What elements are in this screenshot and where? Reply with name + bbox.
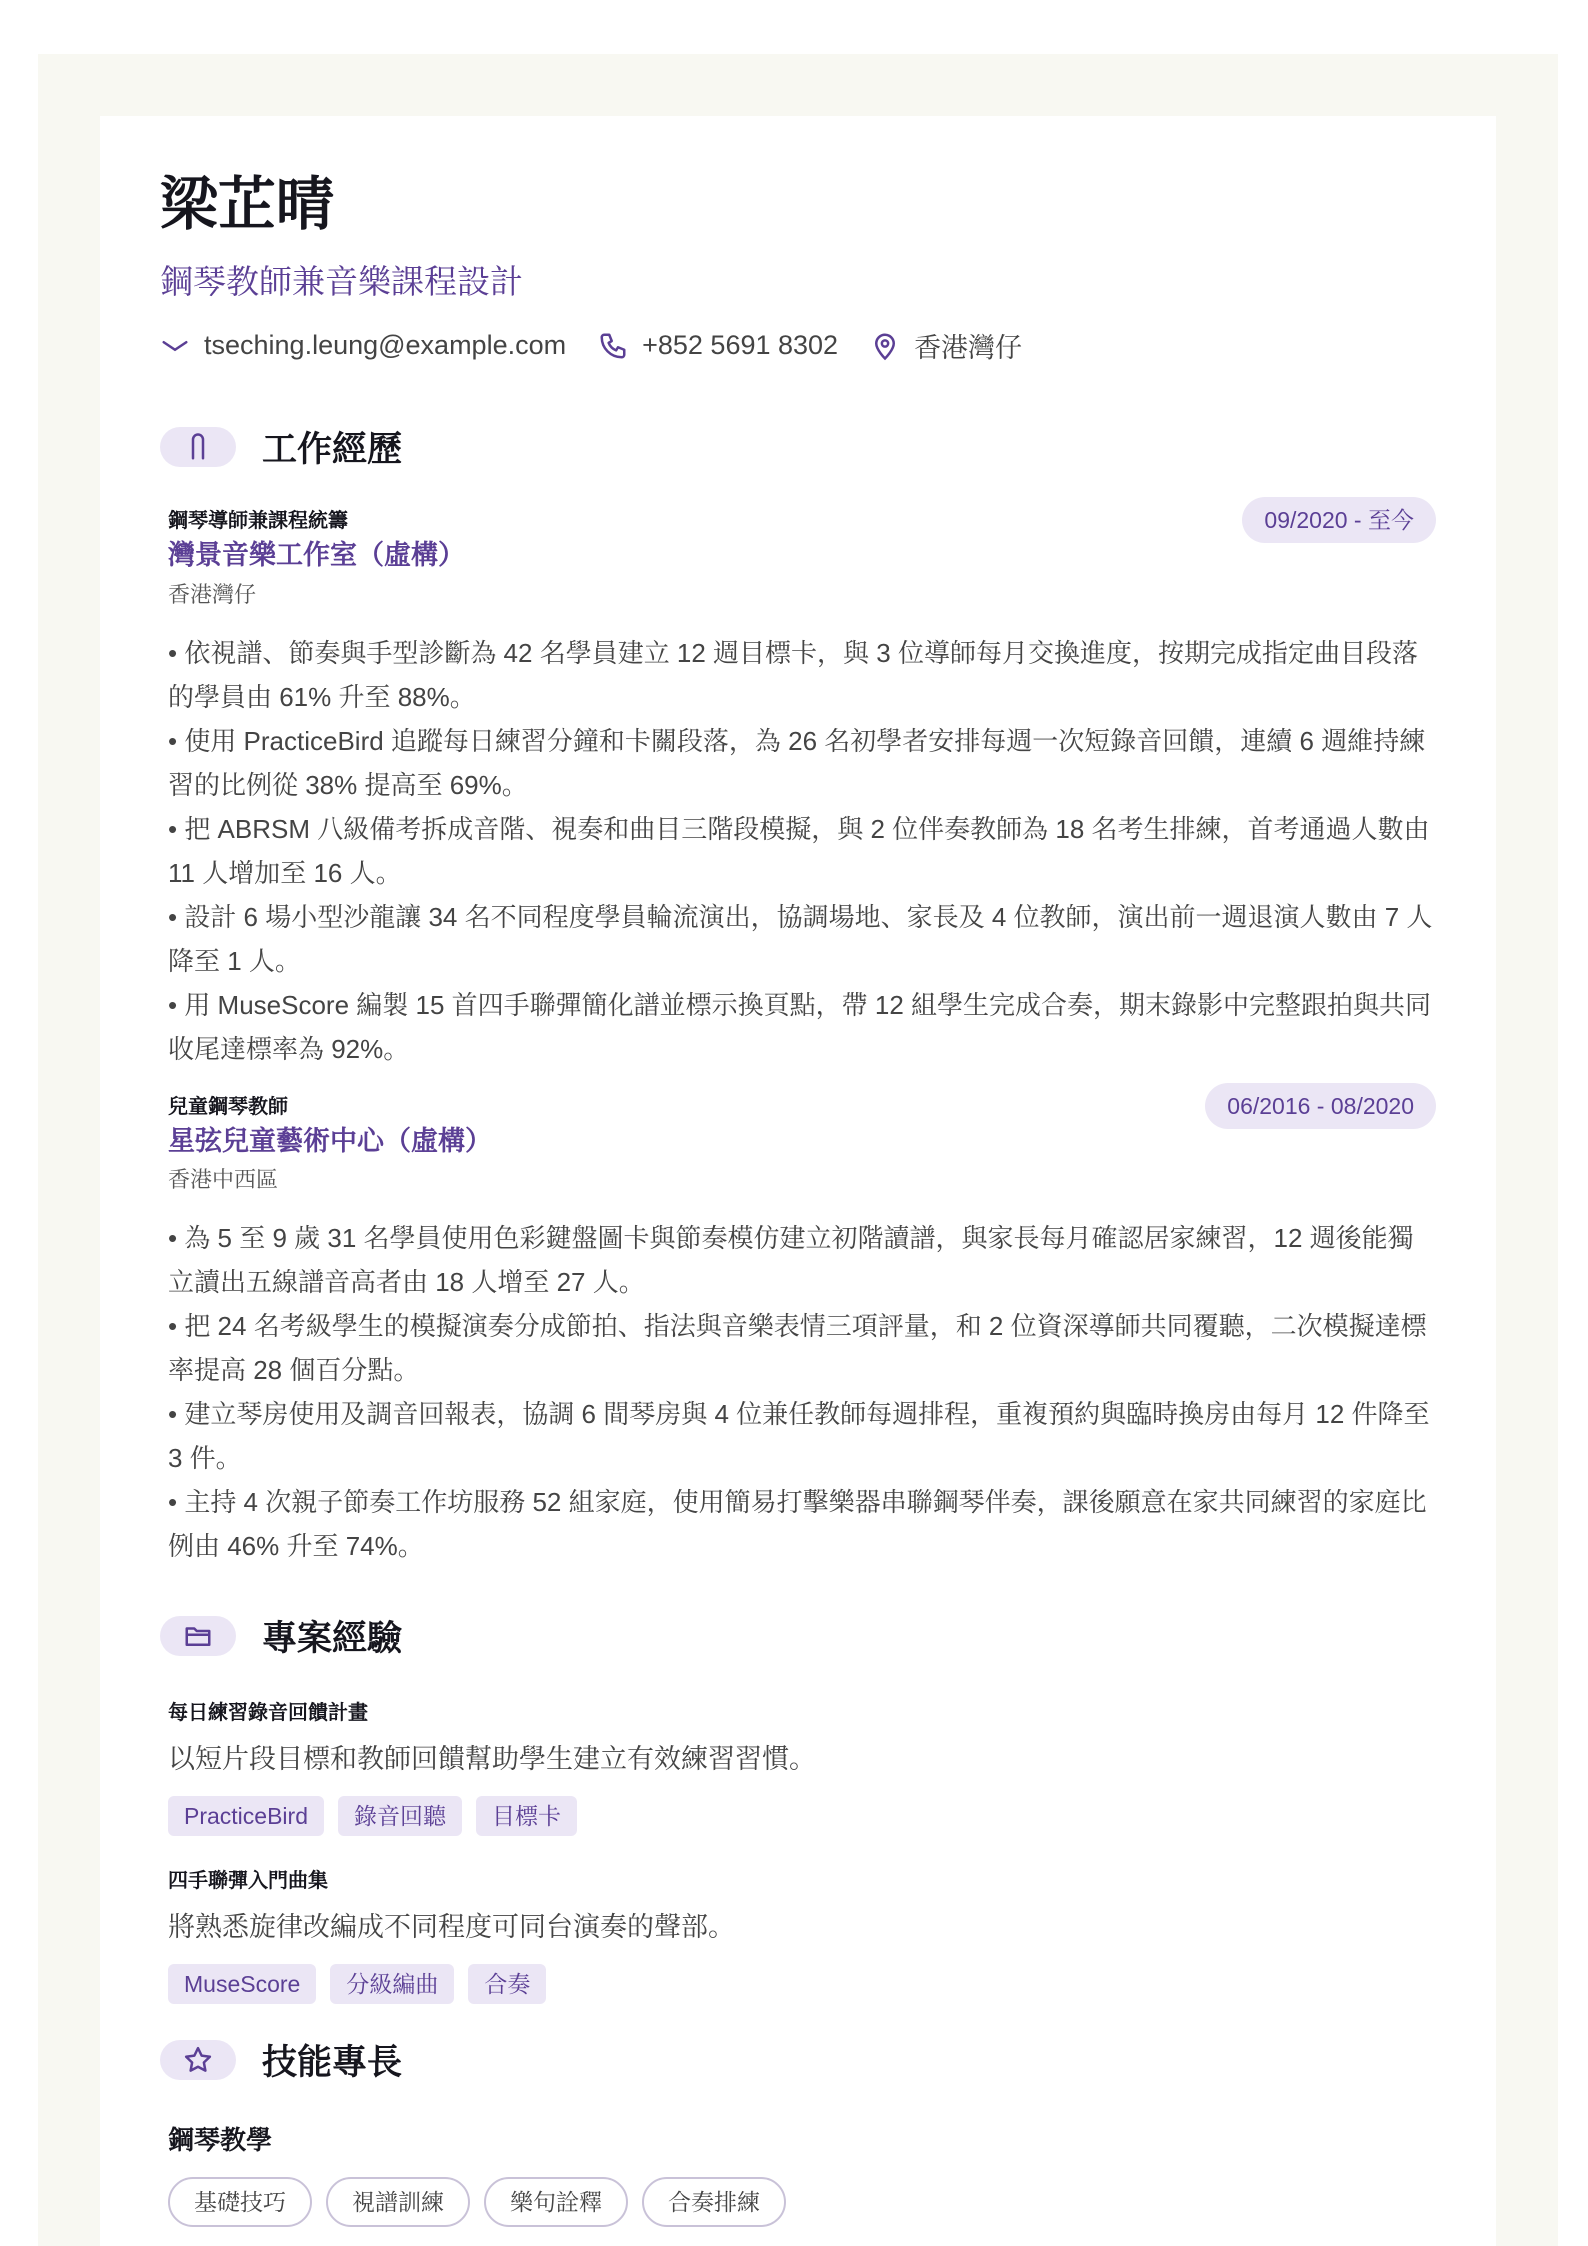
project-entry <box>168 1864 1436 2004</box>
project-tag: 錄音回聽 <box>338 1796 462 1836</box>
experience-icon-box <box>160 427 236 467</box>
job-company: 灣景音樂工作室（虛構） <box>168 540 465 571</box>
job-date-badge: 09/2020 - 至今 <box>1242 497 1436 543</box>
job-bullet: • 用 MuseScore 編製 15 首四手聯彈簡化譜並標示換頁點，帶 12 組學生完成合奏，期末錄影中完整跟拍與共同收尾達標率為 92%。 <box>168 989 1432 1064</box>
map-pin-icon <box>870 331 900 361</box>
star-icon <box>183 2045 213 2075</box>
mail-icon <box>160 331 190 361</box>
project-tag: MuseScore <box>168 1964 316 2004</box>
job-bullet: • 把 ABRSM 八級備考拆成音階、視奏和曲目三階段模擬，與 2 位伴奏教師為 18 名考生排練，首考通過人數由 11 人增加至 16 人。 <box>168 813 1430 888</box>
skills-heading: 技能專長 <box>262 2043 403 2083</box>
project-tag: 分級編曲 <box>330 1964 454 2004</box>
phone-text: +852 5691 8302 <box>642 330 839 361</box>
contact-location <box>870 326 1022 365</box>
location-text: 香港灣仔 <box>914 333 1023 364</box>
job-date-badge: 06/2016 - 08/2020 <box>1205 1083 1436 1129</box>
job-bullet: • 建立琴房使用及調音回報表，協調 6 間琴房與 4 位兼任教師每週排程，重複預約與臨時換房由每月 12 件降至 3 件。 <box>168 1399 1430 1474</box>
job-entry <box>168 509 1436 1070</box>
project-tag: 合奏 <box>468 1964 546 2004</box>
job-bullet: • 主持 4 次親子節奏工作坊服務 52 組家庭，使用簡易打擊樂器串聯鋼琴伴奏，課後願意在家共同練習的家庭比例由 46% 升至 74%。 <box>168 1487 1427 1562</box>
email-text: tseching.leung@example.com <box>204 330 567 361</box>
project-tags <box>168 1964 1436 2004</box>
project-tag: 目標卡 <box>476 1796 577 1836</box>
experience-section-header <box>160 417 1436 477</box>
contact-email[interactable] <box>160 330 566 361</box>
job-role: 鋼琴導師兼課程統籌 <box>168 510 348 533</box>
person-title: 鋼琴教師兼音樂課程設計 <box>160 263 523 300</box>
job-bullet: • 為 5 至 9 歲 31 名學員使用色彩鍵盤圖卡與節奏模仿建立初階讀譜，與家長每月確認居家練習，12 週後能獨立讀出五線譜音高者由 18 人增至 27 人。 <box>168 1223 1414 1298</box>
page-background <box>38 54 1558 2246</box>
skill-pills <box>168 2177 1436 2227</box>
folder-icon <box>183 1621 213 1651</box>
skill-category: 鋼琴教學 <box>168 2125 273 2156</box>
skill-pill: 合奏排練 <box>642 2177 786 2227</box>
experience-heading: 工作經歷 <box>262 430 403 470</box>
briefcase-icon <box>183 432 213 462</box>
job-entry <box>168 1092 1436 1568</box>
project-description: 將熟悉旋律改編成不同程度可同台演奏的聲部。 <box>168 1912 735 1943</box>
phone-icon <box>598 331 628 361</box>
contact-phone[interactable] <box>598 330 838 361</box>
project-entry <box>168 1696 1436 1836</box>
resume-content <box>160 172 1436 2227</box>
job-location: 香港灣仔 <box>168 581 257 607</box>
skills-section-header <box>160 2030 1436 2090</box>
project-tag: PracticeBird <box>168 1796 324 1836</box>
skills-icon-box <box>160 2040 236 2080</box>
job-bullet: • 使用 PracticeBird 追蹤每日練習分鐘和卡關段落，為 26 名初學者安排每週一次短錄音回饋，連續 6 週維持練習的比例從 38% 提高至 69%。 <box>168 725 1426 800</box>
job-bullet: • 把 24 名考級學生的模擬演奏分成節拍、指法與音樂表情三項評量，和 2 位資深導師共同覆聽，二次模擬達標率提高 28 個百分點。 <box>168 1311 1427 1386</box>
project-name: 每日練習錄音回饋計畫 <box>168 1702 368 1725</box>
job-bullet: • 依視譜、節奏與手型診斷為 42 名學員建立 12 週目標卡，與 3 位導師每月交換進度，按期完成指定曲目段落的學員由 61% 升至 88%。 <box>168 637 1418 712</box>
project-tags <box>168 1796 1436 1836</box>
project-description: 以短片段目標和教師回饋幫助學生建立有效練習習慣。 <box>168 1744 816 1775</box>
projects-section-header <box>160 1606 1436 1666</box>
projects-heading: 專案經驗 <box>262 1619 403 1659</box>
job-bullet: • 設計 6 場小型沙龍讓 34 名不同程度學員輪流演出，協調場地、家長及 4 位教師，演出前一週退演人數由 7 人降至 1 人。 <box>168 901 1433 976</box>
project-name: 四手聯彈入門曲集 <box>168 1870 328 1893</box>
skill-pill: 視譜訓練 <box>326 2177 470 2227</box>
job-bullets <box>168 1216 1436 1568</box>
skill-pill: 樂句詮釋 <box>484 2177 628 2227</box>
job-bullets <box>168 631 1436 1071</box>
job-company: 星弦兒童藝術中心（虛構） <box>168 1125 492 1156</box>
job-location: 香港中西區 <box>168 1167 279 1193</box>
contact-row <box>160 326 1436 365</box>
job-role: 兒童鋼琴教師 <box>168 1095 288 1118</box>
skill-pill: 基礎技巧 <box>168 2177 312 2227</box>
resume-paper <box>100 116 1496 2246</box>
projects-icon-box <box>160 1616 236 1656</box>
person-name: 梁芷晴 <box>160 172 335 237</box>
